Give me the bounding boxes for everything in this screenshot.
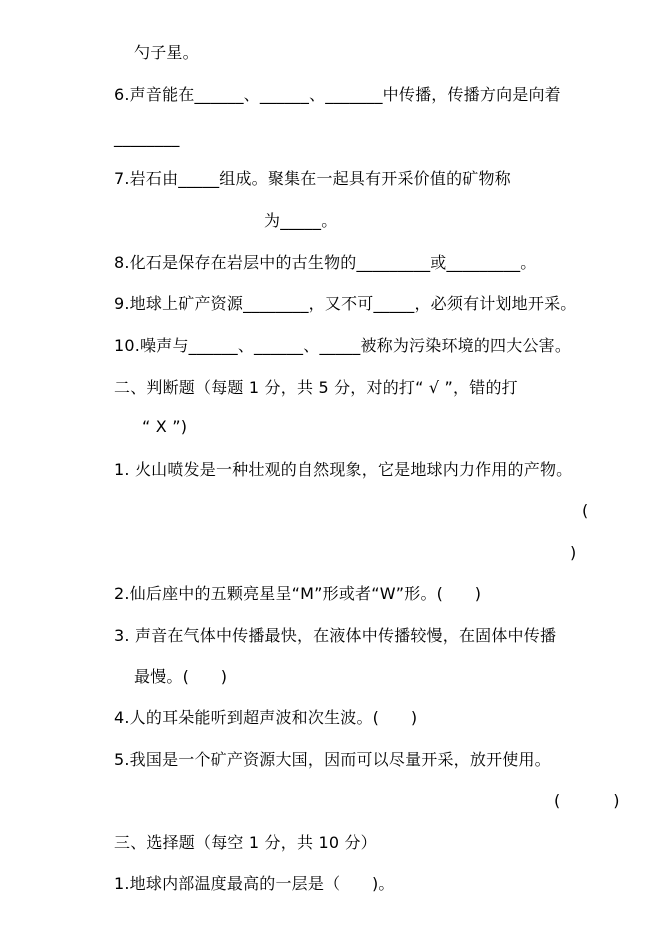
line-text: 10.噪声与______、______、_____被称为污染环境的四大公害。	[114, 336, 572, 355]
line-text: 1. 火山喷发是一种壮观的自然现象，它是地球内力作用的产物。	[114, 460, 573, 479]
question-9	[0, 293, 665, 323]
line-text: 5.我国是一个矿产资源大国，因而可以尽量开采，放开使用。	[114, 750, 551, 769]
text-line-continuation	[0, 42, 665, 72]
line-text: 6.声音能在______、______、_______中传播，传播方向是向着	[114, 85, 561, 104]
line-text: 为_____。	[264, 211, 338, 230]
line-text: ________	[114, 128, 180, 147]
judge-question-1	[0, 459, 665, 489]
question-7	[0, 168, 665, 198]
judge-question-3-continuation	[0, 666, 665, 696]
bracket-open: (	[582, 501, 589, 520]
section-3-heading	[0, 832, 665, 862]
section-2-heading-continuation	[0, 416, 665, 446]
section-heading: 二、判断题（每题 1 分，共 5 分，对的打“ √ ”，错的打	[114, 378, 518, 397]
judge-question-3	[0, 625, 665, 655]
choice-question-1	[0, 873, 665, 903]
line-text: 2.仙后座中的五颗亮星呈“M”形或者“W”形。( )	[114, 584, 482, 603]
question-6-blank	[0, 127, 665, 157]
line-text: 最慢。( )	[134, 667, 228, 686]
judge-question-5	[0, 749, 665, 779]
judge-question-2	[0, 583, 665, 613]
question-8	[0, 252, 665, 282]
judge-question-1-bracket-close	[0, 542, 665, 572]
judge-question-5-bracket	[0, 790, 665, 820]
answer-bracket: ( )	[554, 791, 620, 810]
line-text: “ X ”)	[142, 417, 188, 436]
bracket-close: )	[570, 543, 577, 562]
section-2-heading	[0, 377, 665, 407]
line-text: 9.地球上矿产资源________，又不可_____，必须有计划地开采。	[114, 294, 577, 313]
judge-question-1-bracket-open	[0, 500, 665, 530]
line-text: 4.人的耳朵能听到超声波和次生波。( )	[114, 708, 418, 727]
question-6	[0, 84, 665, 114]
line-text: 勺子星。	[134, 43, 199, 62]
line-text: 1.地球内部温度最高的一层是（ )。	[114, 874, 395, 893]
question-7-continuation	[0, 210, 665, 240]
line-text: 3. 声音在气体中传播最快，在液体中传播较慢，在固体中传播	[114, 626, 557, 645]
line-text: 7.岩石由_____组成。聚集在一起具有开采价值的矿物称	[114, 169, 511, 188]
judge-question-4	[0, 707, 665, 737]
section-heading: 三、选择题（每空 1 分，共 10 分）	[114, 833, 377, 852]
line-text: 8.化石是保存在岩层中的古生物的_________或_________。	[114, 253, 537, 272]
question-10	[0, 335, 665, 365]
